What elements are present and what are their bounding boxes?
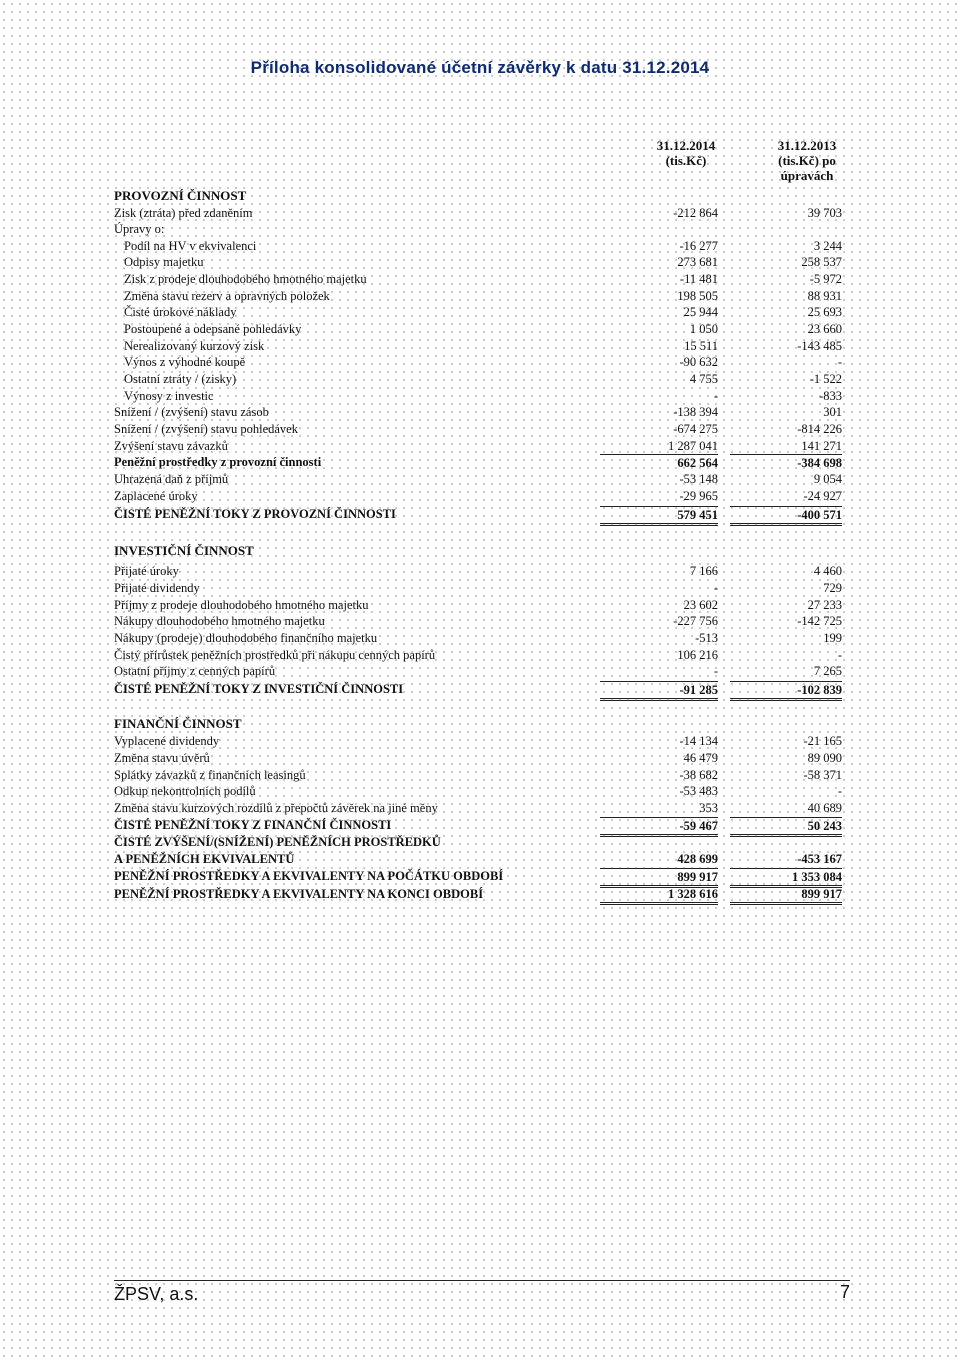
value-2013: -	[837, 355, 842, 369]
row-label: Přijaté úroky	[114, 564, 179, 578]
value-2014: 1 328 616	[600, 886, 718, 905]
row-label: ČISTÉ PENĚŽNÍ TOKY Z INVESTIČNÍ ČINNOSTI	[114, 682, 404, 696]
table-row	[0, 886, 960, 902]
value-2013: 301	[823, 405, 842, 419]
table-row	[0, 767, 960, 783]
table-row	[0, 580, 960, 596]
footer-page-number: 7	[839, 1282, 850, 1302]
table-row	[0, 817, 960, 833]
value-2013: 3 244	[813, 239, 842, 253]
value-2014: -53 483	[679, 784, 718, 798]
table-row	[0, 354, 960, 370]
row-label: INVESTIČNÍ ČINNOST	[114, 543, 254, 558]
value-2014: 106 216	[677, 648, 718, 662]
value-2013: 89 090	[807, 751, 842, 765]
value-2014: -11 481	[679, 272, 718, 286]
table-row	[0, 733, 960, 749]
page-title: Příloha konsolidované účetní závěrky k datu 31.12.2014	[250, 58, 710, 77]
value-2013: 9 054	[813, 472, 842, 486]
value-2014: 353	[699, 801, 718, 815]
value-2013: 40 689	[807, 801, 842, 815]
row-label: Zisk z prodeje dlouhodobého hmotného majetku	[124, 272, 367, 286]
value-2014: -	[713, 581, 718, 595]
value-2014: -	[713, 664, 718, 678]
column-header-2014-unit: (tis.Kč)	[665, 153, 707, 168]
value-2013: -	[837, 648, 842, 662]
table-row	[0, 338, 960, 354]
column-header-2013	[764, 138, 850, 183]
value-2013: 39 703	[807, 206, 842, 220]
value-2014: 4 755	[689, 372, 718, 386]
row-label: ČISTÉ ZVÝŠENÍ/(SNÍŽENÍ) PENĚŽNÍCH PROSTŘEDKŮ	[114, 835, 441, 849]
row-label: Výnosy z investic	[124, 389, 214, 403]
table-row	[0, 597, 960, 613]
value-2014: -	[713, 389, 718, 403]
table-row	[0, 304, 960, 320]
table-row	[0, 321, 960, 337]
value-2013: 25 693	[807, 305, 842, 319]
value-2013: 141 271	[801, 439, 842, 453]
row-label: Čisté úrokové náklady	[124, 305, 237, 319]
value-2014: 579 451	[600, 506, 718, 526]
row-label: Snížení / (zvýšení) stavu zásob	[114, 405, 269, 419]
row-label: Zvýšení stavu závazků	[114, 439, 228, 453]
row-label: Výnos z výhodné koupě	[124, 355, 246, 369]
value-2013: -21 165	[803, 734, 842, 748]
table-row	[0, 868, 960, 884]
table-row	[0, 404, 960, 420]
row-label: Ostatní ztráty / (zisky)	[124, 372, 237, 386]
row-label: Přijaté dividendy	[114, 581, 200, 595]
table-row	[0, 421, 960, 437]
table-row	[0, 506, 960, 522]
row-label: Úpravy o:	[114, 222, 165, 236]
value-2013: 199	[823, 631, 842, 645]
value-2013: -400 571	[730, 506, 842, 526]
value-2014: 1 050	[689, 322, 718, 336]
row-label: PENĚŽNÍ PROSTŘEDKY A EKVIVALENTY NA KONCI OBDOBÍ	[114, 887, 484, 901]
row-label: Vyplacené dividendy	[114, 734, 220, 748]
table-row	[0, 205, 960, 221]
value-2014: -138 394	[673, 405, 718, 419]
row-label: Zaplacené úroky	[114, 489, 198, 503]
value-2013: -58 371	[803, 768, 842, 782]
value-2014: -212 864	[673, 206, 718, 220]
value-2014: -227 756	[673, 614, 718, 628]
value-2014: -16 277	[679, 239, 718, 253]
value-2013: -143 485	[797, 339, 842, 353]
table-row	[0, 750, 960, 766]
table-row	[0, 288, 960, 304]
table-row	[0, 471, 960, 487]
value-2013: 7 265	[813, 664, 842, 678]
table-row	[0, 630, 960, 646]
value-2013: 729	[823, 581, 842, 595]
value-2013: -24 927	[803, 489, 842, 503]
value-2013: 1 353 084	[730, 868, 842, 888]
value-2014: -59 467	[600, 817, 718, 837]
value-2013: 50 243	[730, 817, 842, 837]
row-label: Splátky závazků z finančních leasingů	[114, 768, 306, 782]
row-label: Nákupy dlouhodobého hmotného majetku	[114, 614, 325, 628]
table-row	[0, 188, 960, 204]
value-2013: -	[837, 784, 842, 798]
row-label: Změna stavu rezerv a opravných položek	[124, 289, 330, 303]
value-2013: 4 460	[813, 564, 842, 578]
table-row	[0, 800, 960, 816]
row-label: Odpisy majetku	[124, 255, 204, 269]
value-2013: 23 660	[807, 322, 842, 336]
row-label: Uhrazená daň z příjmů	[114, 472, 229, 486]
table-row	[0, 681, 960, 697]
column-header-2013-unit: (tis.Kč) po	[778, 153, 836, 168]
table-row	[0, 663, 960, 679]
row-label: Zisk (ztráta) před zdaněním	[114, 206, 253, 220]
table-row	[0, 851, 960, 867]
column-header-2014	[642, 138, 730, 168]
value-2013: 899 917	[730, 886, 842, 905]
value-2013: -384 698	[730, 454, 842, 471]
value-2014: 7 166	[689, 564, 718, 578]
row-label: PENĚŽNÍ PROSTŘEDKY A EKVIVALENTY NA POČÁTKU OBDOBÍ	[114, 869, 504, 883]
row-label: Příjmy z prodeje dlouhodobého hmotného majetku	[114, 598, 369, 612]
row-label: ČISTÉ PENĚŽNÍ TOKY Z FINANČNÍ ČINNOSTI	[114, 818, 392, 832]
table-row	[0, 438, 960, 454]
table-row	[0, 238, 960, 254]
table-row	[0, 388, 960, 404]
row-label: Snížení / (zvýšení) stavu pohledávek	[114, 422, 298, 436]
value-2014: -674 275	[673, 422, 718, 436]
table-row	[0, 613, 960, 629]
table-row	[0, 371, 960, 387]
table-row	[0, 834, 960, 850]
row-label: Postoupené a odepsané pohledávky	[124, 322, 302, 336]
value-2014: 23 602	[683, 598, 718, 612]
table-row	[0, 221, 960, 237]
value-2013: 88 931	[807, 289, 842, 303]
value-2013: -814 226	[797, 422, 842, 436]
value-2013: -1 522	[809, 372, 842, 386]
row-label: Odkup nekontrolních podílů	[114, 784, 256, 798]
value-2014: 198 505	[677, 289, 718, 303]
row-label: Ostatní příjmy z cenných papírů	[114, 664, 276, 678]
value-2013: -833	[819, 389, 842, 403]
table-row	[0, 543, 960, 559]
row-label: Podíl na HV v ekvivalenci	[124, 239, 257, 253]
value-2014: 273 681	[677, 255, 718, 269]
row-label: PROVOZNÍ ČINNOST	[114, 188, 247, 203]
row-label: Nákupy (prodeje) dlouhodobého finančního majetku	[114, 631, 378, 645]
column-header-2013-date: 31.12.2013	[777, 138, 837, 153]
value-2014: 662 564	[600, 454, 718, 471]
table-row	[0, 783, 960, 799]
value-2014: -29 965	[679, 489, 718, 503]
table-row	[0, 563, 960, 579]
value-2013: 27 233	[807, 598, 842, 612]
value-2014: -14 134	[679, 734, 718, 748]
row-label: FINANČNÍ ČINNOST	[114, 716, 242, 731]
table-row	[0, 716, 960, 732]
value-2014: 899 917	[600, 868, 718, 888]
value-2014: -90 632	[679, 355, 718, 369]
table-row	[0, 454, 960, 470]
row-label: Změna stavu kurzových rozdílů z přepočtů závěrek na jiné měny	[114, 801, 438, 815]
row-label: ČISTÉ PENĚŽNÍ TOKY Z PROVOZNÍ ČINNOSTI	[114, 507, 396, 521]
value-2014: 46 479	[683, 751, 718, 765]
value-2014: 1 287 041	[668, 439, 718, 453]
value-2013: 258 537	[801, 255, 842, 269]
value-2013: -102 839	[730, 681, 842, 701]
row-label: A PENĚŽNÍCH EKVIVALENTŮ	[114, 852, 295, 866]
value-2014: 25 944	[683, 305, 718, 319]
value-2013: -453 167	[797, 852, 842, 866]
value-2014: 428 699	[677, 852, 718, 866]
value-2014: -38 682	[679, 768, 718, 782]
row-label: Čistý přírůstek peněžních prostředků při nákupu cenných papírů	[114, 648, 436, 662]
row-label: Změna stavu úvěrů	[114, 751, 210, 765]
value-2014: -513	[695, 631, 718, 645]
table-row	[0, 488, 960, 504]
column-header-2013-note: úpravách	[780, 168, 834, 183]
footer-company: ŽPSV, a.s.	[114, 1284, 199, 1304]
value-2013: -142 725	[797, 614, 842, 628]
footer-divider	[114, 1280, 850, 1281]
value-2014: -53 148	[679, 472, 718, 486]
table-row	[0, 254, 960, 270]
row-label: Nerealizovaný kurzový zisk	[124, 339, 265, 353]
value-2014: 15 511	[684, 339, 718, 353]
row-label: Peněžní prostředky z provozní činnosti	[114, 455, 322, 469]
table-row	[0, 647, 960, 663]
value-2013: -5 972	[809, 272, 842, 286]
column-header-2014-date: 31.12.2014	[656, 138, 716, 153]
table-row	[0, 271, 960, 287]
value-2014: -91 285	[600, 681, 718, 701]
